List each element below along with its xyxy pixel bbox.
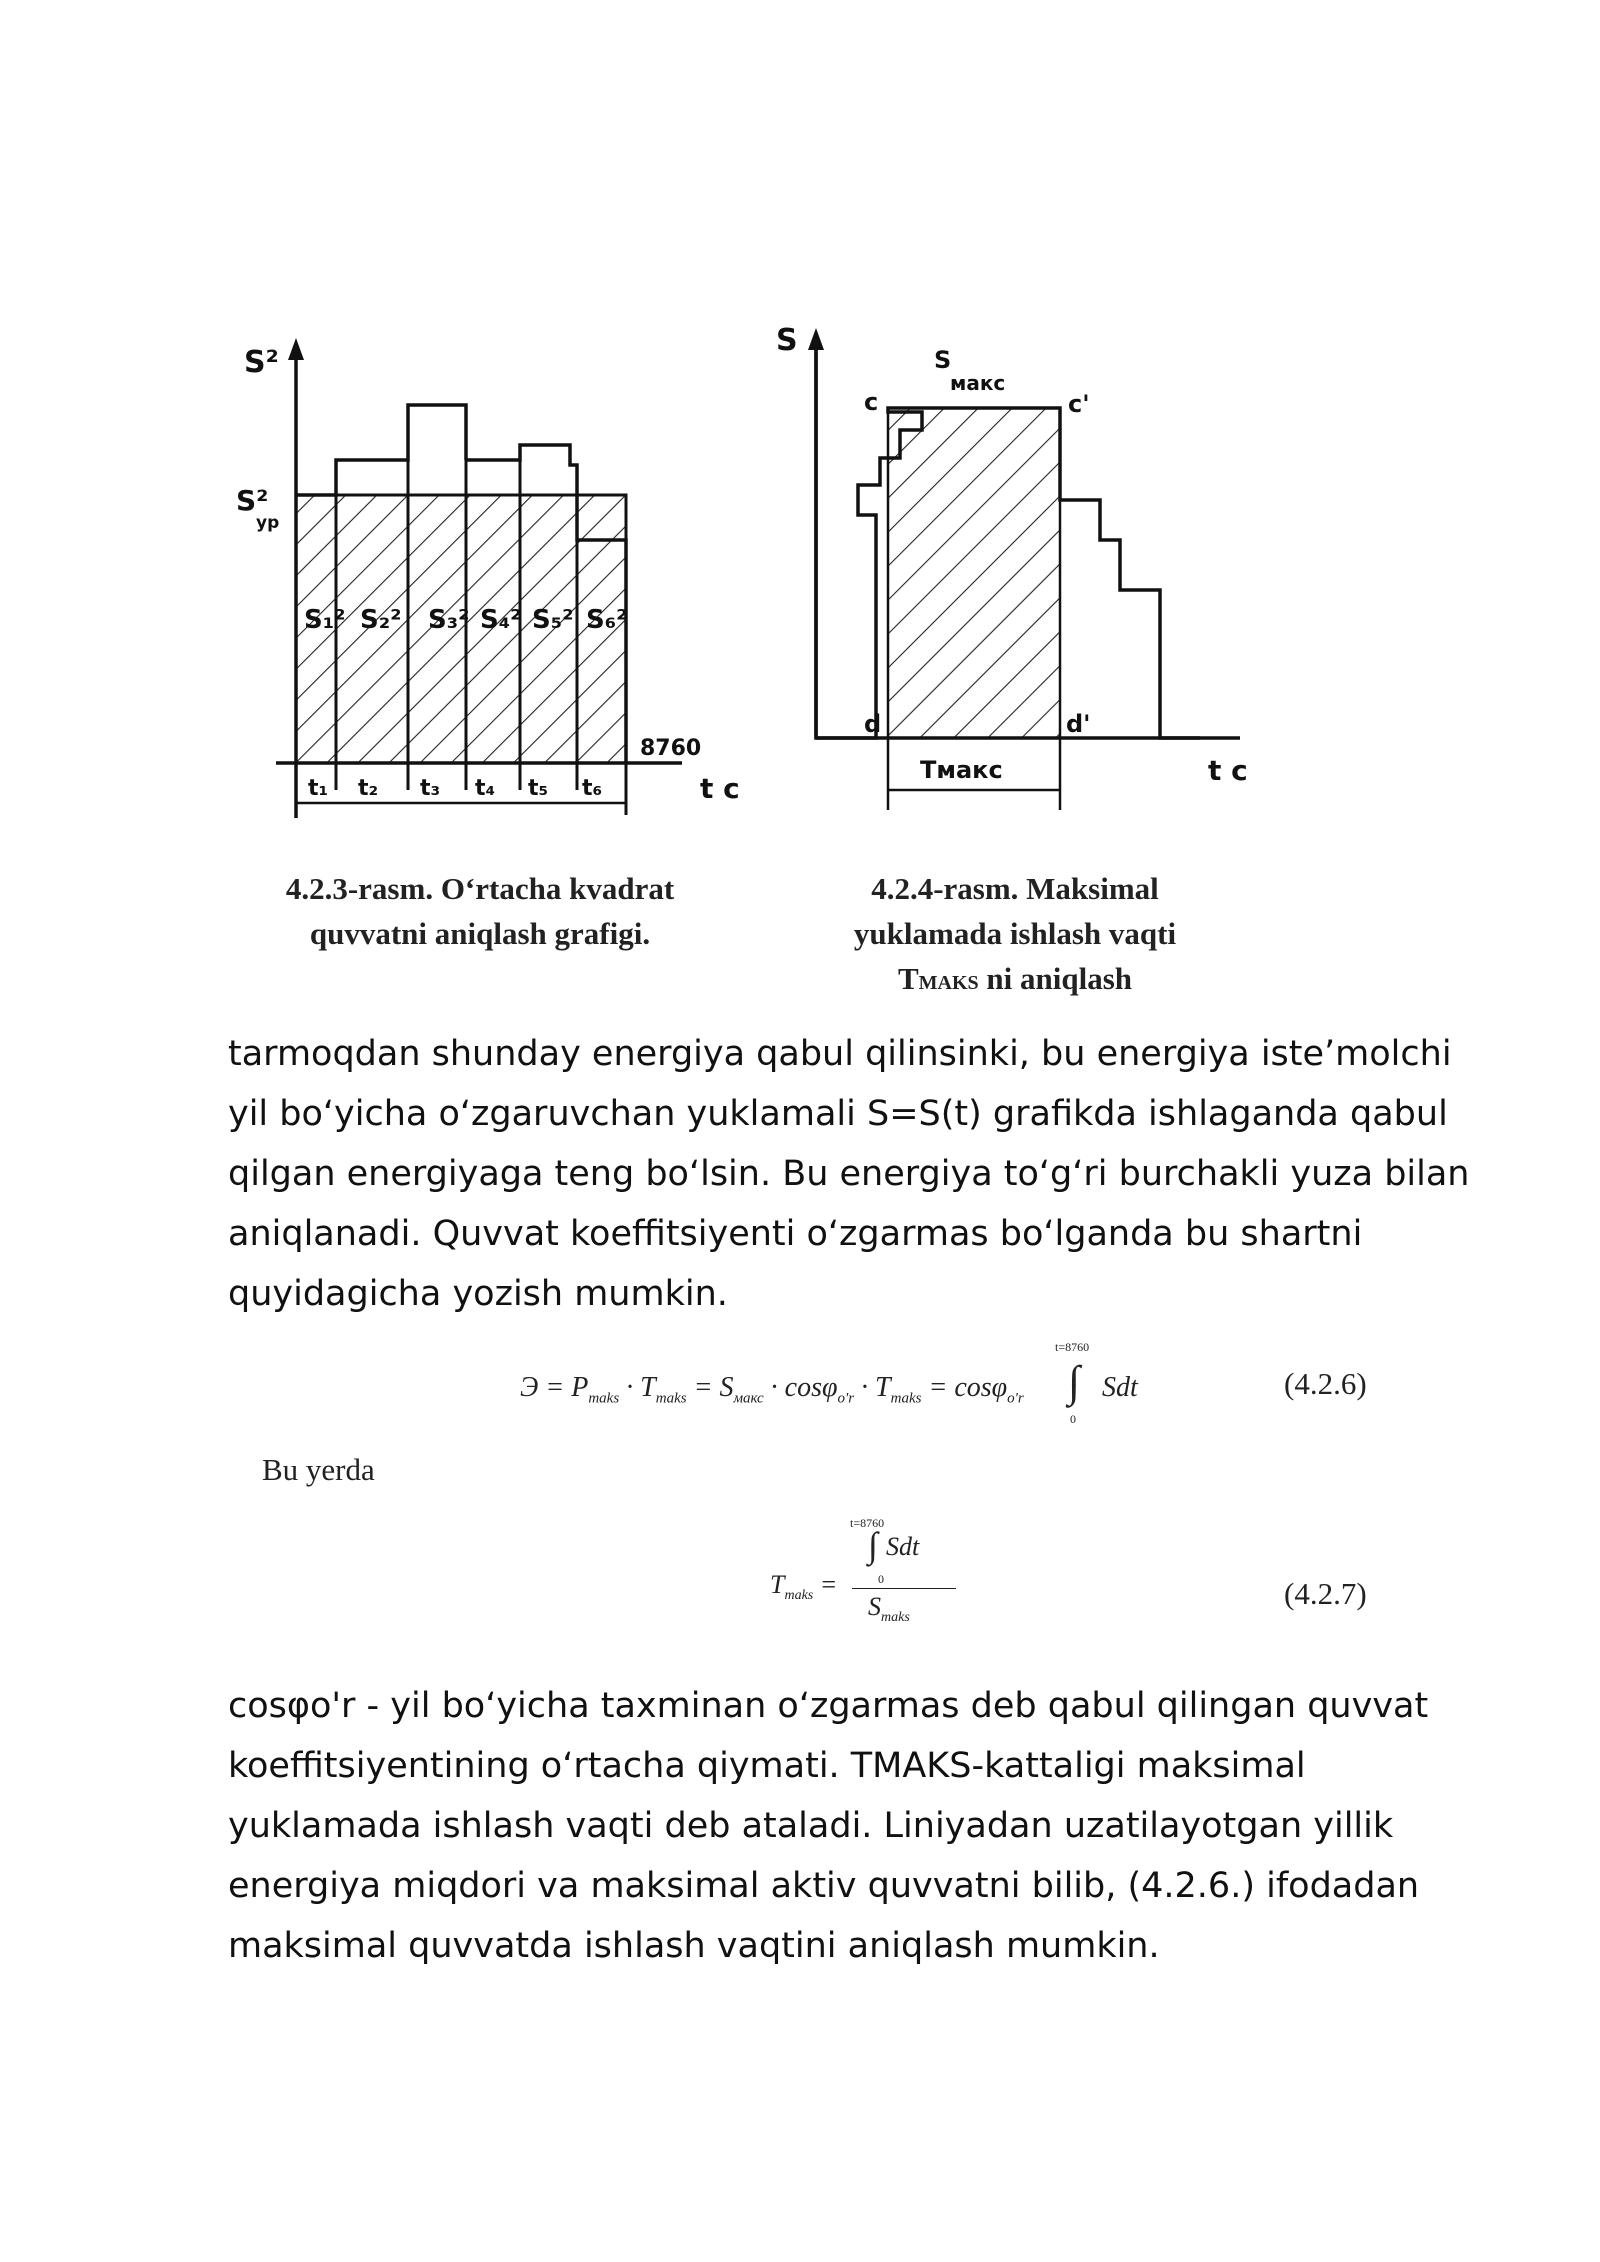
point-c-prime: c' (1068, 390, 1090, 418)
paragraph-1-line-3: qilgan energiyaga teng bo‘lsin. Bu energiya to‘g‘ri burchakli yuza bilan (228, 1154, 1470, 1194)
time-labels (308, 776, 602, 801)
tmax-area (888, 408, 1060, 738)
caption-4-2-4-line-1: 4.2.4-rasm. Maksimal (871, 871, 1159, 906)
formula-4-2-7-lhs: $T_{maks}$ = (770, 1570, 838, 1604)
caption-4-2-3-line-2: quvvatni aniqlash grafigi. (309, 916, 651, 951)
y-axis-label: S (776, 323, 798, 358)
figure-4-2-3 (230, 330, 770, 830)
point-d: d (864, 710, 882, 738)
fraction-bar (852, 1588, 956, 1589)
time-label-3: t₃ (420, 776, 441, 801)
point-d-prime: d' (1066, 710, 1091, 738)
integral-upper: t=8760 (850, 1516, 885, 1530)
x-axis-label: t c (1208, 754, 1248, 787)
denominator: $S_{maks}$ (868, 1592, 910, 1626)
paragraph-1-line-5: quyidagicha yozish mumkin. (228, 1274, 728, 1314)
paragraph-2-line-3: yuklamada ishlash vaqti deb ataladi. Liniyadan uzatilayotgan yillik (228, 1806, 1394, 1846)
bar-label-6: S₆² (586, 605, 628, 635)
integral-sign: ∫ (868, 1525, 878, 1565)
time-label-2: t₂ (358, 776, 379, 801)
point-c: c (864, 388, 879, 416)
tmax-label: Tмакс (920, 756, 1003, 784)
formula-4-2-6: $Э = P_{maks} \cdot T_{maks} = S_{макс} \cdot \cos\varphi_{o'r} \cdot T_{maks} = \cos\varphi_{o'r}$ ∫ t=8760 0 Sdt (520, 1340, 1138, 1426)
y-axis-label: S² (244, 345, 279, 380)
level-label-sub: уp (256, 513, 280, 533)
equation-number-4-2-6: (4.2.6) (1284, 1366, 1367, 1401)
paragraph-2 (228, 1676, 1448, 1976)
paragraph-1-line-1: tarmoqdan shunday energiya qabul qilinsinki, bu energiya iste’molchi (228, 1034, 1452, 1074)
caption-4-2-3-line-1: 4.2.3-rasm. O‘rtacha kvadrat (285, 871, 675, 906)
time-label-5: t₅ (528, 776, 549, 801)
paragraph-1-line-4: aniqlanadi. Quvvat koeffitsiyenti o‘zgarmas bo‘lganda bu shartni (228, 1214, 1363, 1254)
integral-lower: 0 (878, 1572, 884, 1586)
integrand: Sdt (1102, 1372, 1138, 1403)
caption-4-2-3 (230, 866, 730, 956)
integral-upper: t=8760 (1055, 1340, 1090, 1354)
bar-label-5: S₅² (532, 605, 574, 635)
paragraph-2-line-1: cosφo'r - yil bo‘yicha taxminan o‘zgarmas deb qabul qilingan quvvat (228, 1686, 1429, 1726)
numerator: Sdt (886, 1532, 920, 1561)
figure-4-2-4 (760, 320, 1280, 820)
caption-4-2-4 (790, 866, 1240, 1006)
formula-4-2-7 (770, 1516, 990, 1636)
level-label: S² (236, 484, 269, 517)
time-label-6: t₆ (582, 776, 603, 801)
paragraph-2-line-4: energiya miqdori va maksimal aktiv quvvatni bilib, (4.2.6.) ifodadan (228, 1866, 1420, 1906)
integral-sign: ∫ (1068, 1357, 1081, 1406)
y-axis-arrow (288, 338, 304, 360)
bar-label-1: S₁² (304, 605, 346, 635)
end-value-label: 8760 (640, 736, 702, 761)
x-axis-label: t c (700, 772, 740, 805)
paragraph-1-line-2: yil bo‘yicha o‘zgaruvchan yuklamali S=S(t) grafikda ishlaganda qabul (228, 1094, 1448, 1134)
smax-sub: макс (950, 371, 1006, 395)
bar-label-2: S₂² (360, 605, 402, 635)
bu-yerda-label: Bu yerda (262, 1452, 375, 1487)
integral-lower: 0 (1070, 1412, 1076, 1426)
equation-number-4-2-7: (4.2.7) (1284, 1576, 1367, 1611)
time-label-4: t₄ (475, 776, 496, 801)
bar-label-3: S₃² (428, 605, 470, 635)
caption-4-2-4-line-2: yuklamada ishlash vaqti (853, 916, 1177, 951)
bar-label-4: S₄² (480, 605, 522, 635)
caption-4-2-4-line-3: TMAKS ni aniqlash (897, 961, 1133, 996)
y-axis-arrow (808, 328, 824, 350)
paragraph-2-line-5: maksimal quvvatda ishlash vaqtini aniqlash mumkin. (228, 1926, 1160, 1966)
time-label-1: t₁ (308, 776, 329, 801)
paragraph-2-line-2: koeffitsiyentining o‘rtacha qiymati. TMAKS-kattaligi maksimal (228, 1746, 1306, 1786)
paragraph-1 (228, 1024, 1470, 1324)
smax-label: S (934, 346, 952, 374)
